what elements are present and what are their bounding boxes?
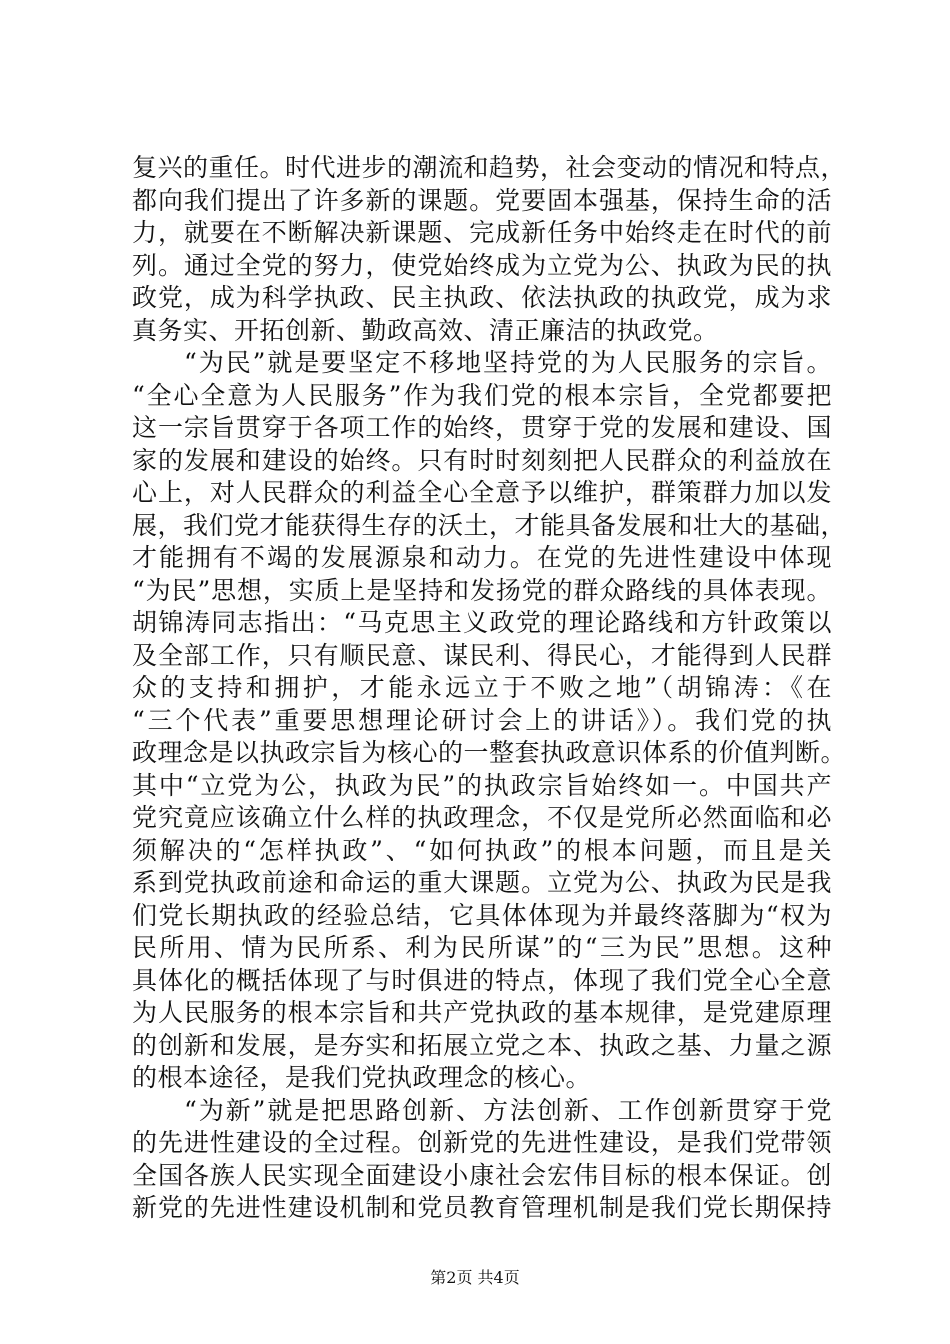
text-line: 心上，对人民群众的利益全心全意予以维护，群策群力加以发 (132, 478, 832, 507)
text-line: 民所用、情为民所系、利为民所谋”的“三为民”思想。这种 (132, 933, 832, 962)
body-text (132, 152, 847, 1225)
text-line: 列。通过全党的努力，使党始终成为立党为公、执政为民的执 (132, 250, 832, 280)
text-line: 其中“立党为公，执政为民”的执政宗旨始终如一。中国共产 (132, 770, 832, 800)
text-line: 众的支持和拥护，才能永远立于不败之地”（胡锦涛：《在 (132, 673, 832, 702)
text-line: 都向我们提出了许多新的课题。党要固本强基，保持生命的活 (132, 185, 832, 215)
text-line: “三个代表”重要思想理论研讨会上的讲话》）。我们党的执 (132, 705, 832, 735)
text-line: 的先进性建设的全过程。创新党的先进性建设，是我们党带领 (132, 1128, 832, 1157)
text-line: 新党的先进性建设机制和党员教育管理机制是我们党长期保持 (132, 1193, 832, 1222)
text-line: 这一宗旨贯穿于各项工作的始终，贯穿于党的发展和建设、国 (132, 413, 832, 442)
text-line: 的根本途径，是我们党执政理念的核心。 (132, 1063, 592, 1092)
text-line: “全心全意为人民服务”作为我们党的根本宗旨，全党都要把 (132, 380, 832, 410)
text-line: 全国各族人民实现全面建设小康社会宏伟目标的根本保证。创 (132, 1160, 832, 1190)
text-line: 为人民服务的根本宗旨和共产党执政的基本规律，是党建原理 (132, 998, 832, 1027)
text-line: 的创新和发展，是夯实和拓展立党之本、执政之基、力量之源 (132, 1030, 832, 1060)
text-line: 系到党执政前途和命运的重大课题。立党为公、执政为民是我 (132, 868, 832, 897)
page-number-footer: 第2页 共4页 (430, 1268, 520, 1287)
text-line: 们党长期执政的经验总结，它具体体现为并最终落脚为“权为 (132, 900, 832, 930)
text-line: 及全部工作，只有顺民意、谋民利、得民心，才能得到人民群 (132, 640, 832, 670)
text-line: 家的发展和建设的始终。只有时时刻刻把人民群众的利益放在 (132, 445, 832, 475)
text-line: “为新”就是把思路创新、方法创新、工作创新贯穿于党 (184, 1095, 832, 1125)
text-line: 政党，成为科学执政、民主执政、依法执政的执政党，成为求 (132, 283, 832, 312)
text-line: 才能拥有不竭的发展源泉和动力。在党的先进性建设中体现 (132, 543, 832, 572)
text-line: 须解决的“怎样执政”、“如何执政”的根本问题，而且是关 (132, 835, 832, 865)
text-line: 复兴的重任。时代进步的潮流和趋势，社会变动的情况和特点， (132, 153, 847, 182)
text-line: “为民”就是要坚定不移地坚持党的为人民服务的宗旨。 (184, 348, 832, 377)
text-line: 政理念是以执政宗旨为核心的一整套执政意识体系的价值判断。 (132, 738, 847, 767)
text-line: 胡锦涛同志指出：“马克思主义政党的理论路线和方针政策以 (132, 608, 832, 637)
text-line: “为民”思想，实质上是坚持和发扬党的群众路线的具体表现。 (132, 575, 832, 605)
text-line: 具体化的概括体现了与时俱进的特点，体现了我们党全心全意 (132, 965, 832, 995)
text-line: 力，就要在不断解决新课题、完成新任务中始终走在时代的前 (132, 218, 832, 247)
text-line: 党究竟应该确立什么样的执政理念，不仅是党所必然面临和必 (132, 803, 832, 832)
text-line: 展，我们党才能获得生存的沃土，才能具备发展和壮大的基础， (132, 510, 847, 540)
text-line: 真务实、开拓创新、勤政高效、清正廉洁的执政党。 (132, 315, 719, 345)
